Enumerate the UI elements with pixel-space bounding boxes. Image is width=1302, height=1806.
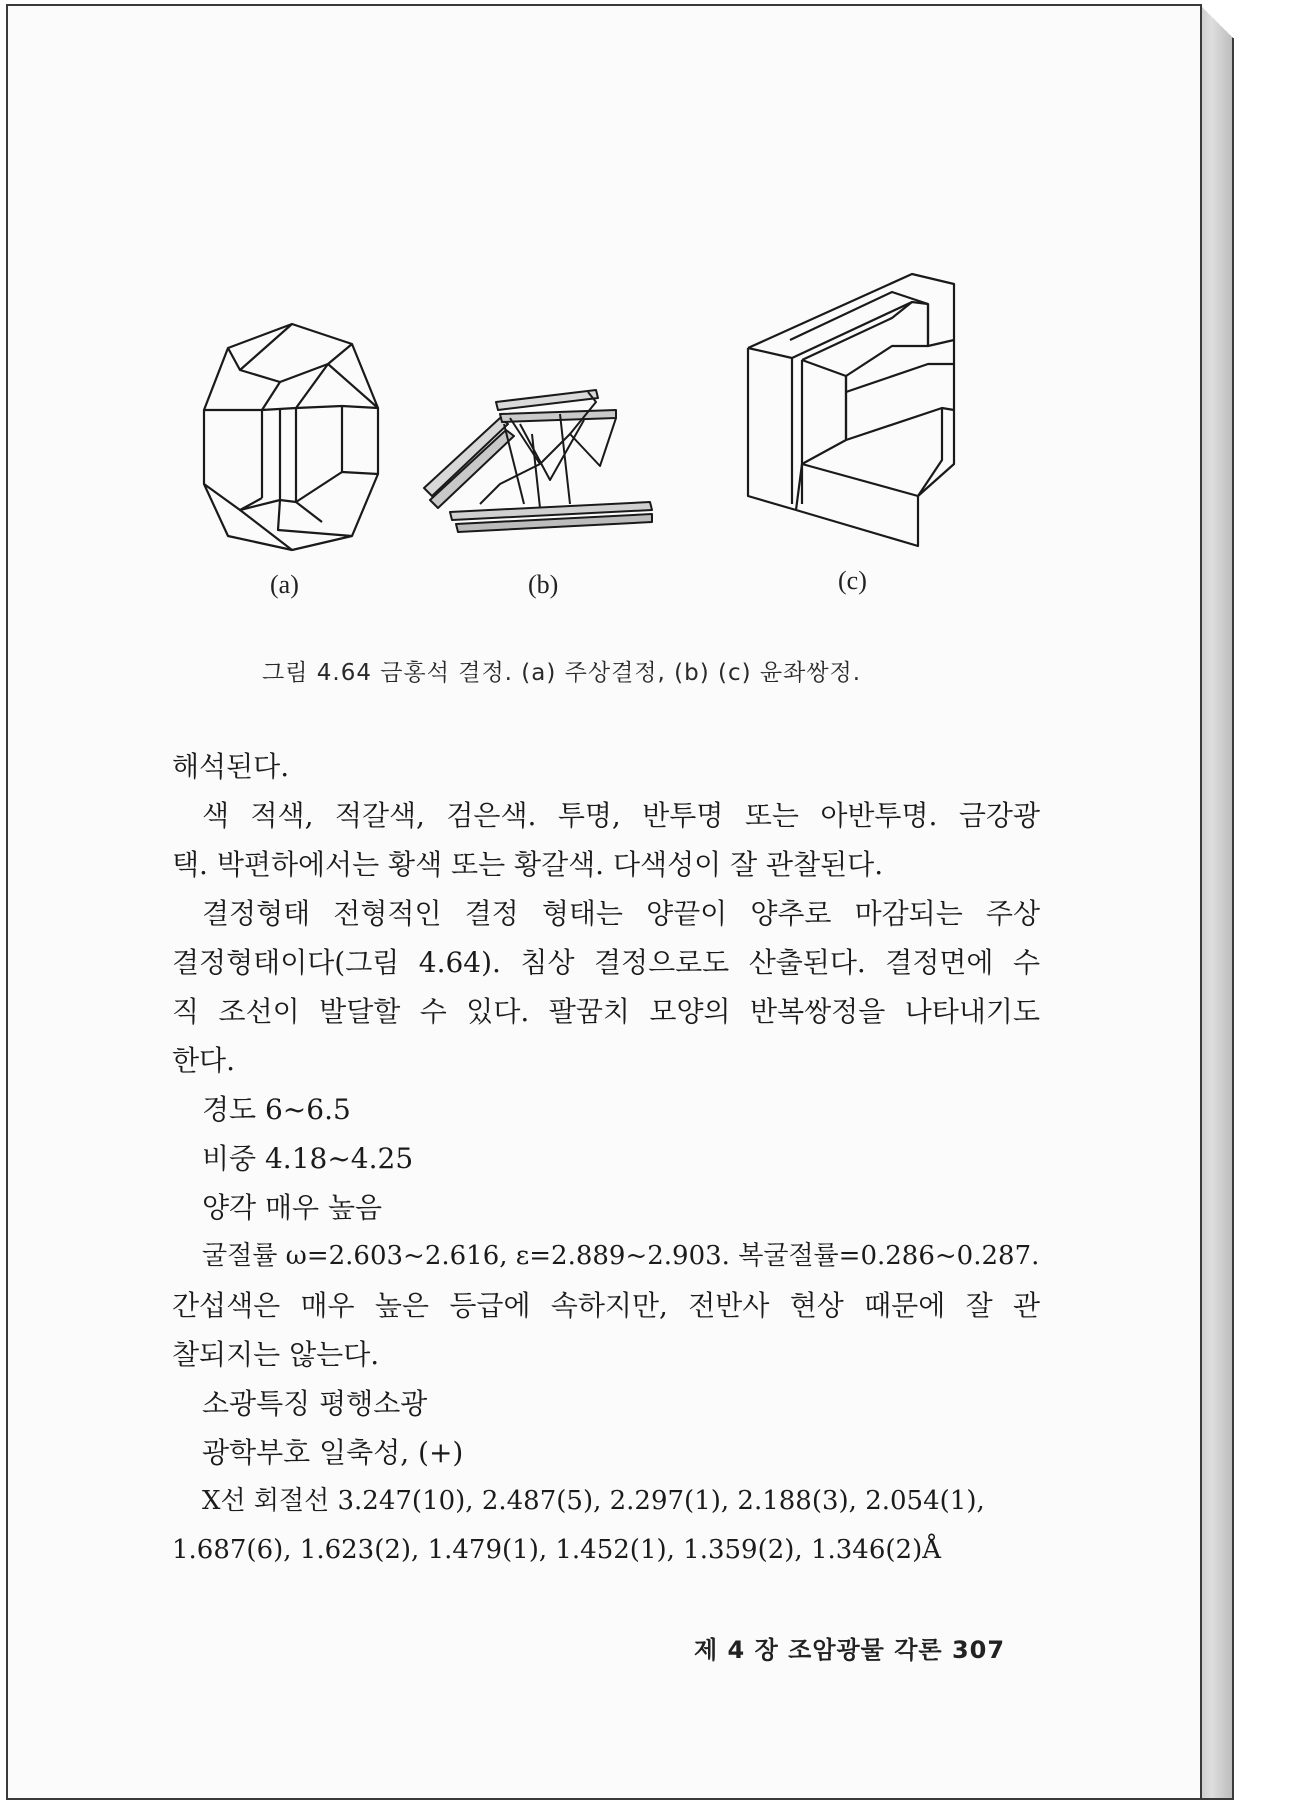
running-footer: 제 4 장 조암광물 각론 307 [694, 1636, 1006, 1664]
body-text [172, 742, 1040, 1575]
text-line: 색 적색, 적갈색, 검은색. 투명, 반투명 또는 아반투명. 금강광 [202, 799, 1040, 832]
text-line: 한다. [172, 1044, 235, 1077]
figure-label-c: (c) [838, 566, 867, 595]
text-line: 광학부호 일축성, (+) [202, 1436, 464, 1469]
text-line: 1.687(6), 1.623(2), 1.479(1), 1.452(1), 1.359(2), 1.346(2)Å [172, 1535, 941, 1565]
crystal-drawing-a [192, 322, 392, 552]
text-line: 직 조선이 발달할 수 있다. 팔꿈치 모양의 반복쌍정을 나타내기도 [172, 995, 1040, 1028]
text-line: 소광특징 평행소광 [202, 1387, 428, 1420]
text-line: 결정형태이다(그림 4.64). 침상 결정으로도 산출된다. 결정면에 수 [172, 946, 1040, 979]
text-line: 해석된다. [172, 750, 290, 783]
figure-label-a: (a) [270, 570, 299, 599]
crystal-drawing-b [420, 384, 660, 534]
text-line: 간섭색은 매우 높은 등급에 속하지만, 전반사 현상 때문에 잘 관 [172, 1289, 1040, 1322]
page-corner [1198, 4, 1234, 38]
text-line: 찰되지는 않는다. [172, 1338, 380, 1371]
crystal-drawing-c [742, 264, 982, 564]
text-line: 비중 4.18~4.25 [202, 1142, 414, 1175]
text-line: 굴절률 ω=2.603~2.616, ε=2.889~2.903. 복굴절률=0.286~0.287. [202, 1241, 1040, 1271]
text-line: 결정형태 전형적인 결정 형태는 양끝이 양추로 마감되는 주상 [202, 897, 1040, 930]
page-stack-edge [1198, 4, 1234, 1800]
text-line: X선 회절선 3.247(10), 2.487(5), 2.297(1), 2.188(3), 2.054(1), [202, 1486, 985, 1516]
figure-caption: 그림 4.64 금홍석 결정. (a) 주상결정, (b) (c) 윤좌쌍정. [262, 660, 862, 686]
figure-label-b: (b) [528, 570, 559, 599]
text-line: 양각 매우 높음 [202, 1191, 383, 1224]
text-line: 경도 6~6.5 [202, 1093, 351, 1126]
text-line: 택. 박편하에서는 황색 또는 황갈색. 다색성이 잘 관찰된다. [172, 848, 884, 881]
figure-4-64 [180, 258, 1000, 599]
